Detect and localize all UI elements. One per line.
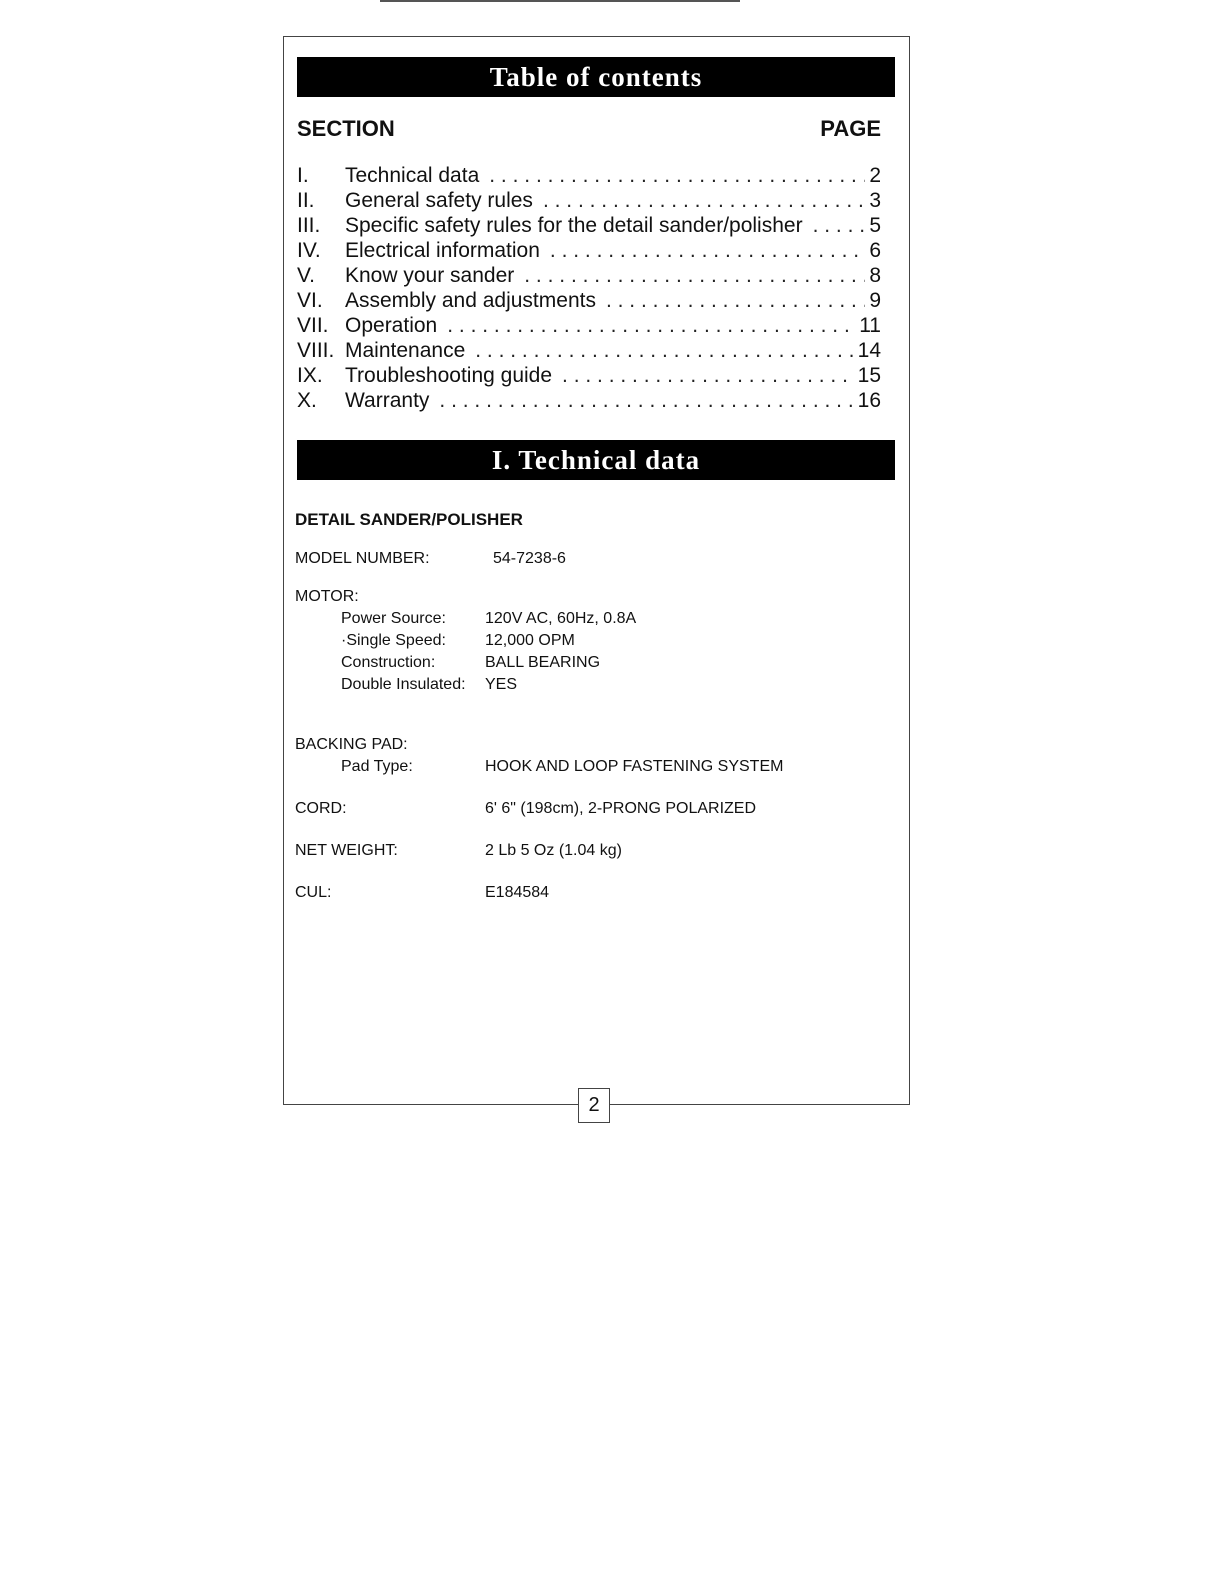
toc-entry-title: Warranty bbox=[345, 389, 430, 412]
toc-leader-dots bbox=[524, 264, 865, 288]
toc-page-header: PAGE bbox=[820, 116, 881, 141]
toc-entry[interactable] bbox=[297, 364, 881, 389]
toc-leader-dots bbox=[813, 214, 866, 238]
toc-entry-number: VII. bbox=[297, 314, 329, 337]
toc-entry[interactable] bbox=[297, 339, 881, 364]
frame-bottom-right bbox=[610, 1104, 909, 1105]
toc-entry-number: IX. bbox=[297, 364, 323, 387]
toc-entry-title: Maintenance bbox=[345, 339, 466, 362]
toc-entry[interactable] bbox=[297, 239, 881, 264]
toc-banner: Table of contents bbox=[297, 57, 895, 97]
spec-value: BALL BEARING bbox=[485, 654, 601, 671]
toc-entry-page: 6 bbox=[869, 239, 881, 262]
spec-label: Power Source: bbox=[341, 610, 446, 627]
toc-entry-number: VI. bbox=[297, 289, 323, 312]
toc-leader-dots bbox=[439, 389, 853, 413]
spec-row-weight bbox=[295, 840, 895, 862]
toc-entry[interactable] bbox=[297, 289, 881, 314]
page-number: 2 bbox=[578, 1088, 610, 1123]
toc-entry-title: Operation bbox=[345, 314, 438, 337]
spec-value: 12,000 OPM bbox=[485, 632, 575, 649]
top-rule bbox=[380, 0, 740, 2]
spec-label: Pad Type: bbox=[341, 758, 413, 775]
toc-entry[interactable] bbox=[297, 264, 881, 289]
toc-section-header: SECTION bbox=[297, 116, 395, 141]
toc-leader-dots bbox=[550, 239, 865, 263]
frame-bottom-left bbox=[283, 1104, 578, 1105]
toc-entry-number: III. bbox=[297, 214, 321, 237]
spec-label: NET WEIGHT: bbox=[295, 842, 398, 859]
spec-row-power bbox=[295, 608, 895, 630]
spec-value: 6' 6" (198cm), 2-PRONG POLARIZED bbox=[485, 800, 757, 817]
toc-leader-dots bbox=[447, 314, 855, 338]
toc-entry-number: X. bbox=[297, 389, 317, 412]
spec-label: Double Insulated: bbox=[341, 676, 466, 693]
toc-entry-title: Troubleshooting guide bbox=[345, 364, 553, 387]
toc-entry[interactable] bbox=[297, 189, 881, 214]
toc-entry-title: General safety rules bbox=[345, 189, 533, 212]
toc-entry-number: VIII. bbox=[297, 339, 335, 362]
spec-row-padtype bbox=[295, 756, 895, 778]
toc-entry-page: 11 bbox=[859, 314, 881, 337]
technical-data-section bbox=[295, 510, 895, 904]
toc-entry-number: I. bbox=[297, 164, 309, 187]
spec-row-construction bbox=[295, 652, 895, 674]
toc-entry-title: Specific safety rules for the detail sander/polisher bbox=[345, 214, 803, 237]
toc-leader-dots bbox=[475, 339, 853, 363]
toc-entry-title: Assembly and adjustments bbox=[345, 289, 596, 312]
toc-entry-page: 5 bbox=[869, 214, 881, 237]
spec-label: CUL: bbox=[295, 884, 332, 901]
product-name: DETAIL SANDER/POLISHER bbox=[295, 510, 523, 529]
toc-entry-number: V. bbox=[297, 264, 315, 287]
toc-entry[interactable] bbox=[297, 164, 881, 189]
toc-entry-page: 9 bbox=[869, 289, 881, 312]
spec-label: CORD: bbox=[295, 800, 347, 817]
toc-leader-dots bbox=[606, 289, 865, 313]
spec-label: MODEL NUMBER: bbox=[295, 550, 430, 567]
toc-entry-page: 15 bbox=[857, 364, 881, 387]
toc-entry-page: 2 bbox=[869, 164, 881, 187]
toc-entry-title: Electrical information bbox=[345, 239, 540, 262]
spec-row-model bbox=[295, 548, 895, 570]
spec-label: MOTOR: bbox=[295, 588, 359, 605]
toc-entry[interactable] bbox=[297, 314, 881, 339]
toc-leader-dots bbox=[562, 364, 854, 388]
toc-entry[interactable] bbox=[297, 214, 881, 239]
toc-entry-page: 3 bbox=[869, 189, 881, 212]
spec-value: HOOK AND LOOP FASTENING SYSTEM bbox=[485, 758, 784, 775]
spec-value: 54-7238-6 bbox=[493, 550, 566, 567]
spec-value: 2 Lb 5 Oz (1.04 kg) bbox=[485, 842, 622, 859]
toc-entry-number: IV. bbox=[297, 239, 321, 262]
toc-entry-title: Know your sander bbox=[345, 264, 515, 287]
spec-value: 120V AC, 60Hz, 0.8A bbox=[485, 610, 637, 627]
toc-entry-title: Technical data bbox=[345, 164, 480, 187]
toc-entry-number: II. bbox=[297, 189, 315, 212]
spec-label: BACKING PAD: bbox=[295, 736, 408, 753]
spec-row-cul bbox=[295, 882, 895, 904]
spec-row-insulated bbox=[295, 674, 895, 696]
toc-entry-page: 14 bbox=[857, 339, 881, 362]
toc-entry[interactable] bbox=[297, 389, 881, 414]
spec-row-motor bbox=[295, 586, 895, 608]
toc-list bbox=[297, 164, 881, 414]
toc-leader-dots bbox=[543, 189, 865, 213]
toc-leader-dots bbox=[489, 164, 865, 188]
spec-label: Construction: bbox=[341, 654, 436, 671]
spec-value: YES bbox=[485, 676, 518, 693]
spec-label: ·Single Speed: bbox=[341, 632, 446, 649]
toc-entry-page: 8 bbox=[869, 264, 881, 287]
technical-data-banner: I. Technical data bbox=[297, 440, 895, 480]
toc-entry-page: 16 bbox=[857, 389, 881, 412]
spec-value: E184584 bbox=[485, 884, 550, 901]
spec-row-speed bbox=[295, 630, 895, 652]
spec-row-cord bbox=[295, 798, 895, 820]
spec-row-backing bbox=[295, 734, 895, 756]
